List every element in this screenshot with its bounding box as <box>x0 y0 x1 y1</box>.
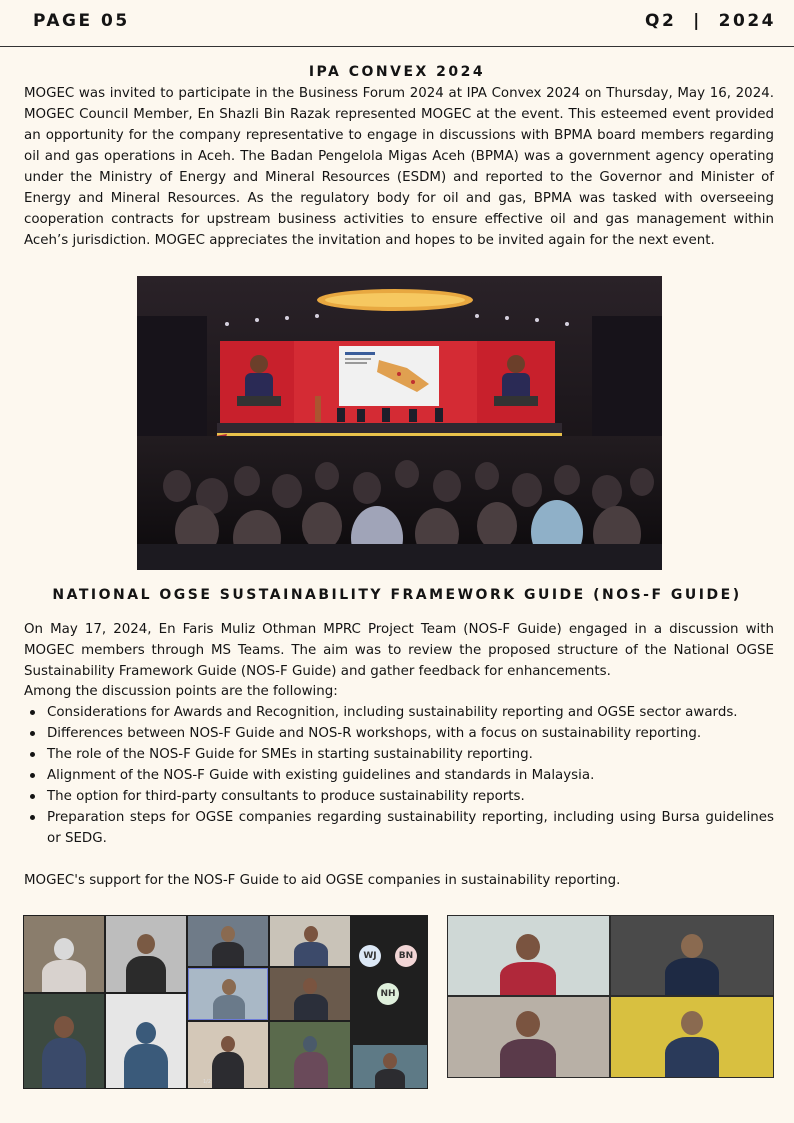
participant-tile <box>270 916 350 966</box>
participant-tile <box>270 1022 350 1088</box>
participant-avatar: WJ <box>359 945 381 967</box>
participant-tile <box>24 916 104 992</box>
conference-hall-illustration <box>137 276 662 570</box>
discussion-points-lead: Among the discussion points are the following: <box>24 684 338 699</box>
page-number: PAGE 05 <box>33 11 130 31</box>
participant-tile <box>448 916 609 995</box>
teams-meeting-screenshot-2 <box>447 915 774 1078</box>
discussion-points-list <box>24 702 774 849</box>
nosf-intro-paragraph: On May 17, 2024, En Faris Muliz Othman MPRC Project Team (NOS-F Guide) engaged in a discussion with MOGEC members through MS Teams. The aim was to review the proposed structure of the National OGSE Sustainability Framework Guide (NOS-F Guide) and gather feedback for enhancements. <box>24 622 774 679</box>
page-header <box>0 0 794 47</box>
participant-tile <box>611 997 773 1077</box>
closing-paragraph: MOGEC's support for the NOS-F Guide to aid OGSE companies in sustainability reporting. <box>24 873 621 888</box>
participant-tile <box>270 968 350 1020</box>
list-item: Preparation steps for OGSE companies regarding sustainability reporting, including using Bursa guidelines or SEDG. <box>24 807 774 849</box>
section-title-ipa-convex: IPA CONVEX 2024 <box>308 64 486 80</box>
list-item: Considerations for Awards and Recognition, including sustainability reporting and OGSE sector awards. <box>24 702 774 723</box>
participant-tile <box>353 1045 427 1088</box>
participant-tile <box>24 994 104 1088</box>
page-indicator: 1/2 <box>203 1079 212 1085</box>
section-title-nosf-guide: NATIONAL OGSE SUSTAINABILITY FRAMEWORK GUIDE (NOS-F GUIDE) <box>52 587 742 603</box>
participant-tile <box>106 994 186 1088</box>
issue-period: Q2 | 2024 <box>645 11 776 31</box>
participant-tile <box>448 997 609 1077</box>
event-photo <box>137 276 662 570</box>
participant-tile <box>188 968 268 1020</box>
list-item: The option for third-party consultants to produce sustainability reports. <box>24 786 774 807</box>
ipa-convex-paragraph: MOGEC was invited to participate in the Business Forum 2024 at IPA Convex 2024 on Thursday, May 16, 2024. MOGEC Council Member, En Shazli Bin Razak represented MOGEC at the event. This esteemed event provided an opportunity for the company representative to engage in discussions with BPMA board members regarding oil and gas operations in Aceh. The Badan Pengelola Migas Aceh (BPMA) was a government agency operating under the Ministry of Energy and Mineral Resources (ESDM) and reported to the Governor and Minister of Energy and Mineral Resources. As the regulatory body for oil and gas, BPMA was tasked with overseeing cooperation contracts for upstream business activities to ensure effective oil and gas management within Aceh’s jurisdiction. MOGEC appreciates the invitation and hopes to be invited again for the next event. <box>24 86 774 248</box>
participant-tile <box>611 916 773 995</box>
participant-tile <box>188 1022 268 1088</box>
participant-tile <box>106 916 186 992</box>
participant-avatar: NH <box>377 983 399 1005</box>
list-item: Differences between NOS-F Guide and NOS-R workshops, with a focus on sustainability reporting. <box>24 723 774 744</box>
participant-avatar: BN <box>395 945 417 967</box>
teams-meeting-screenshot-1 <box>23 915 428 1089</box>
list-item: The role of the NOS-F Guide for SMEs in starting sustainability reporting. <box>24 744 774 765</box>
participant-tile <box>188 916 268 966</box>
list-item: Alignment of the NOS-F Guide with existing guidelines and standards in Malaysia. <box>24 765 774 786</box>
